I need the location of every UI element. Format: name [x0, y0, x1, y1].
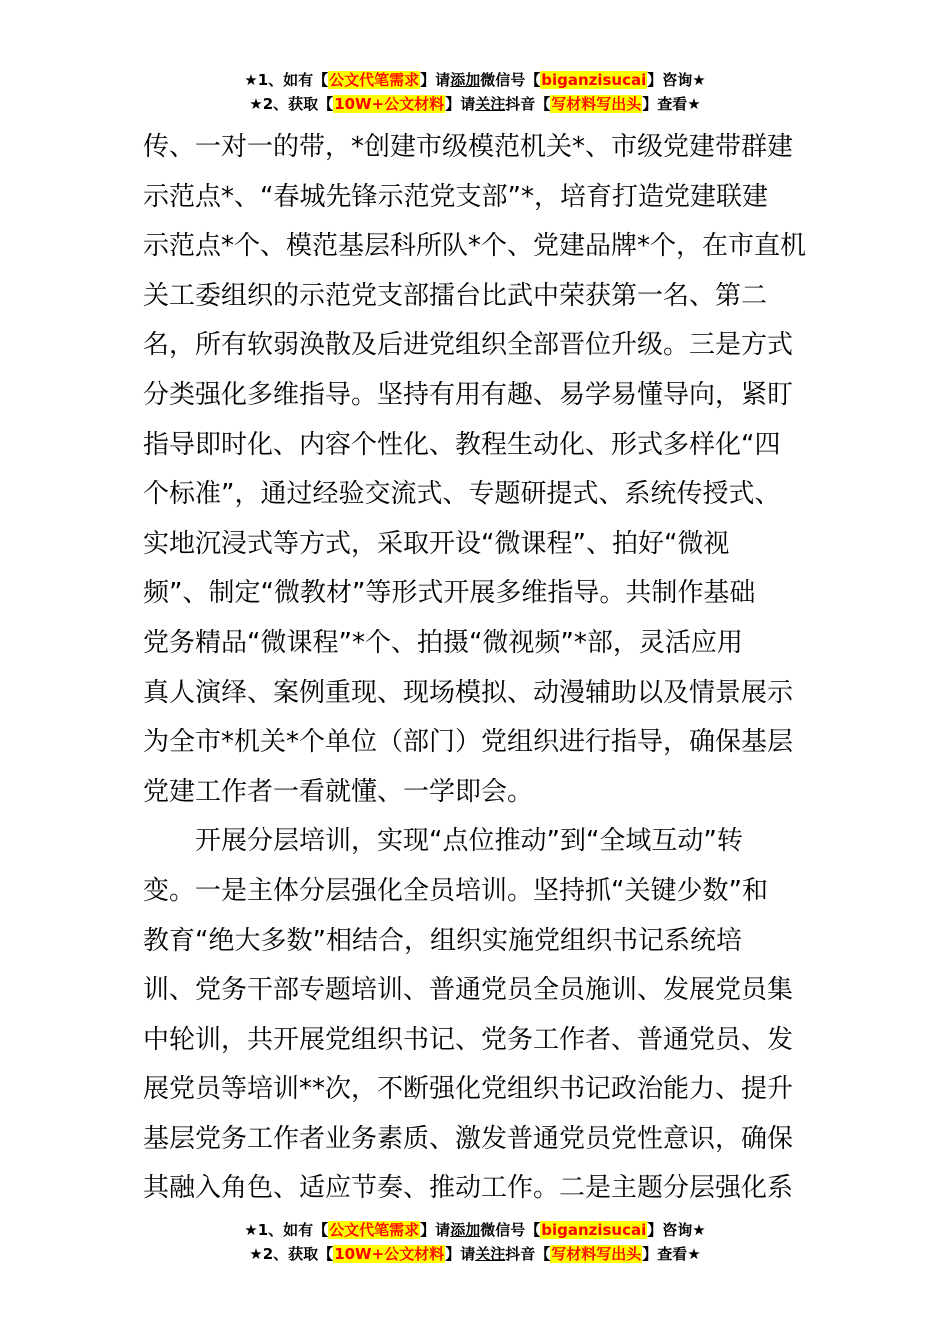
- body-line: 示范点*、“春城先锋示范党支部”*，培育打造党建联建: [143, 181, 768, 212]
- underlined-text: 添加: [450, 1221, 481, 1239]
- footer-text: 抖音【: [505, 1245, 551, 1263]
- body-line: 真人演绎、案例重现、现场模拟、动漫辅助以及情景展示: [143, 677, 794, 708]
- header-text: ★1、如有【: [244, 71, 329, 89]
- document-body: [143, 123, 809, 1214]
- footer-text: 】请: [420, 1221, 451, 1239]
- header-banner: [0, 68, 950, 116]
- body-line: 训、党务干部专题培训、普通党员全员施训、发展党员集: [143, 975, 794, 1006]
- body-line: 频”、制定“微教材”等形式开展多维指导。共制作基础: [143, 578, 756, 609]
- header-text: 】请: [445, 95, 476, 113]
- body-line: 教育“绝大多数”相结合，组织实施党组织书记系统培: [143, 925, 742, 956]
- body-line: 为全市*机关*个单位（部门）党组织进行指导，确保基层: [143, 727, 794, 758]
- body-line: 其融入角色、适应节奏、推动工作。二是主题分层强化系: [143, 1173, 794, 1204]
- highlight-text: 写材料写出头: [551, 95, 642, 113]
- body-line: 传、一对一的带，*创建市级模范机关*、市级党建带群建: [143, 132, 794, 162]
- footer-text: 】请: [445, 1245, 476, 1263]
- header-text: 】请: [420, 71, 451, 89]
- highlight-text: biganzisucai: [541, 71, 647, 89]
- underlined-text: 添加: [450, 71, 481, 89]
- highlight-text: 公文代笔需求: [329, 1221, 420, 1239]
- body-line: 基层党务工作者业务素质、激发普通党员党性意识，确保: [143, 1123, 794, 1154]
- highlight-text: biganzisucai: [541, 1221, 647, 1239]
- footer-text: 微信号【: [480, 1221, 541, 1239]
- body-line: 个标准”，通过经验交流式、专题研提式、系统传授式、: [143, 479, 781, 510]
- body-line: 指导即时化、内容个性化、教程生动化、形式多样化“四: [143, 429, 781, 460]
- footer-text: ★2、获取【: [249, 1245, 334, 1263]
- body-line: 实地沉浸式等方式，采取开设“微课程”、拍好“微视: [143, 528, 730, 559]
- header-text: 】查看★: [642, 95, 701, 113]
- body-line: 展党员等培训**次，不断强化党组织书记政治能力、提升: [143, 1074, 794, 1105]
- footer-text: ★1、如有【: [244, 1221, 329, 1239]
- body-line: 分类强化多维指导。坚持有用有趣、易学易懂导向，紧盯: [143, 379, 794, 410]
- highlight-text: 公文代笔需求: [329, 71, 420, 89]
- paragraph-start-line: 开展分层培训，实现“点位推动”到“全域互动”转: [195, 826, 743, 857]
- footer-line-2: [0, 1242, 950, 1266]
- footer-text: 】咨询★: [647, 1221, 706, 1239]
- highlight-text: 10W+公文材料: [334, 1245, 445, 1263]
- body-line: 示范点*个、模范基层科所队*个、党建品牌*个，在市直机: [143, 231, 807, 262]
- header-line-1: [0, 68, 950, 92]
- highlight-text: 写材料写出头: [551, 1245, 642, 1263]
- header-text: 抖音【: [505, 95, 551, 113]
- header-line-2: [0, 92, 950, 116]
- body-line: 党建工作者一看就懂、一学即会。: [143, 776, 534, 807]
- body-line: 名，所有软弱涣散及后进党组织全部晋位升级。三是方式: [143, 330, 794, 361]
- underlined-text: 关注: [475, 95, 506, 113]
- highlight-text: 10W+公文材料: [334, 95, 445, 113]
- footer-line-1: [0, 1218, 950, 1242]
- underlined-text: 关注: [475, 1245, 506, 1263]
- body-line: 变。一是主体分层强化全员培训。坚持抓“关键少数”和: [143, 875, 768, 906]
- body-line: 关工委组织的示范党支部擂台比武中荣获第一名、第二: [143, 280, 768, 311]
- header-text: 】咨询★: [647, 71, 706, 89]
- footer-text: 】查看★: [642, 1245, 701, 1263]
- footer-banner: [0, 1218, 950, 1266]
- header-text: 微信号【: [480, 71, 541, 89]
- header-text: ★2、获取【: [249, 95, 334, 113]
- body-line: 中轮训，共开展党组织书记、党务工作者、普通党员、发: [143, 1024, 794, 1055]
- body-line: 党务精品“微课程”*个、拍摄“微视频”*部，灵活应用: [143, 627, 743, 658]
